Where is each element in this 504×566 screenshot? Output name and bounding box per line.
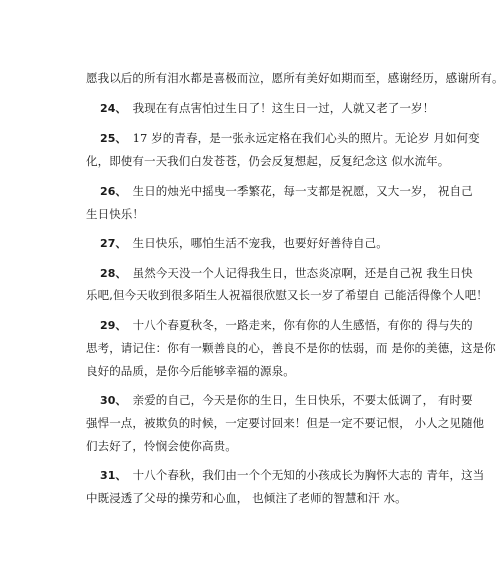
numbered-paragraph [100, 315, 473, 335]
text-line [86, 413, 485, 433]
text-line [86, 204, 426, 224]
numbered-paragraph [100, 390, 473, 410]
line-text: 生日的烛光中摇曳一季繁花，每一支都是祝愿，又大一岁， 祝自己 [132, 184, 473, 198]
item-number: 25、 [100, 132, 127, 145]
line-text: 亲爱的自己，今天是你的生日，生日快乐，不要太低调了， 有时要 [132, 393, 473, 407]
item-number: 29、 [100, 319, 127, 332]
item-number: 28、 [100, 267, 127, 280]
numbered-paragraph [100, 181, 473, 201]
item-number: 24、 [100, 102, 127, 115]
text-line [86, 68, 504, 88]
line-text: 思考，请记住：你有一颗善良的心，善良不是你的怯弱，而 是你的美德，这是你 [86, 341, 496, 355]
line-text: 强悍一点，被欺负的时候，一定要讨回来！但是一定不要记恨， 小人之见随他 [86, 416, 485, 430]
line-text: 17 岁的青春，是一张永远定格在我们心头的照片。无论岁 月如何变 [132, 131, 480, 145]
item-number: 30、 [100, 394, 127, 407]
line-text: 化，即使有一天我们白发苍苍，仍会反复想起，反复纪念这 似水流年。 [86, 154, 450, 168]
line-text: 生日快乐！ [86, 207, 144, 221]
line-text: 十八个春夏秋冬，一路走来，你有你的人生感悟，有你的 得与失的 [132, 318, 473, 332]
item-number: 26、 [100, 185, 127, 198]
text-line [86, 151, 450, 171]
numbered-paragraph [100, 465, 485, 485]
line-text: 乐吧,但今天收到很多陌生人祝福很欣慰又长一岁了希望自 己能活得像个人吧！ [86, 288, 488, 302]
text-line [86, 436, 426, 456]
text-line [86, 338, 496, 358]
line-text: 们去好了，怜悯会使你高贵。 [86, 439, 237, 453]
text-line [86, 285, 488, 305]
text-line [86, 488, 426, 508]
numbered-paragraph [100, 263, 473, 283]
line-text: 生日快乐，哪怕生活不宠我，也要好好善待自己。 [132, 236, 388, 250]
line-text: 十八个春秋，我们由一个个无知的小孩成长为胸怀大志的 青年，这当 [132, 468, 485, 482]
line-text: 虽然今天没一个人记得我生日，世态炎凉啊，还是自己祝 我生日快 [132, 266, 473, 280]
numbered-paragraph [100, 233, 426, 253]
numbered-paragraph [100, 128, 480, 148]
line-text: 良好的品质，是你今后能够幸福的源泉。 [86, 364, 295, 378]
line-text: 中既浸透了父母的操劳和心血， 也倾注了老师的智慧和汗 水。 [86, 491, 407, 505]
line-text: 我现在有点害怕过生日了！这生日一过，人就又老了一岁！ [132, 101, 435, 115]
numbered-paragraph [100, 98, 435, 118]
item-number: 31、 [100, 469, 127, 482]
text-line [86, 361, 426, 381]
item-number: 27、 [100, 237, 127, 250]
line-text: 愿我以后的所有泪水都是喜极而泣，愿所有美好如期而至，感谢经历，感谢所有。 [86, 71, 504, 85]
